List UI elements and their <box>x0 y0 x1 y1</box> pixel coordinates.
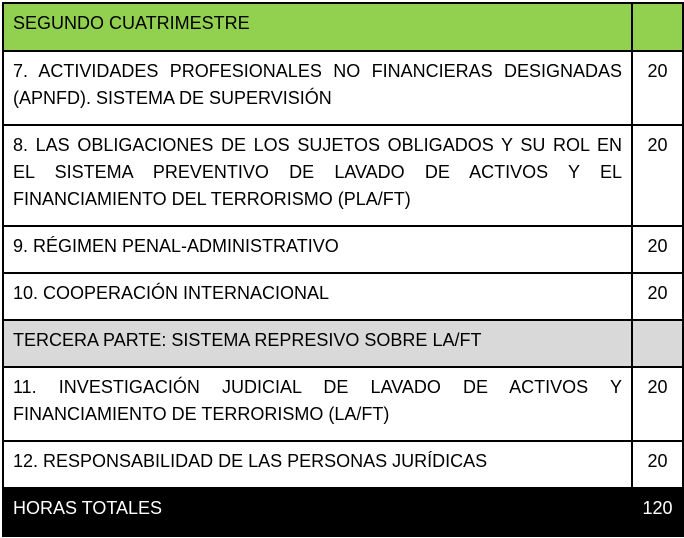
table-row <box>3 226 683 273</box>
topic-cell: 11. INVESTIGACIÓN JUDICIAL DE LAVADO DE ACTIVOS Y FINANCIAMIENTO DE TERRORISMO (LA/FT) <box>3 367 632 441</box>
section-row-segundo-cuatrimestre <box>3 3 683 51</box>
section-hours <box>632 3 683 51</box>
topic-cell: 10. COOPERACIÓN INTERNACIONAL <box>3 273 632 320</box>
hours-cell: 20 <box>632 51 683 125</box>
table-row <box>3 51 683 125</box>
total-hours: 120 <box>632 488 683 536</box>
part-hours <box>632 320 683 367</box>
table-row <box>3 125 683 226</box>
hours-cell: 20 <box>632 441 683 488</box>
hours-cell: 20 <box>632 125 683 226</box>
total-label: HORAS TOTALES <box>3 488 632 536</box>
hours-cell: 20 <box>632 367 683 441</box>
total-row <box>3 488 683 536</box>
table-row <box>3 367 683 441</box>
topic-cell: 12. RESPONSABILIDAD DE LAS PERSONAS JURÍDICAS <box>3 441 632 488</box>
hours-cell: 20 <box>632 273 683 320</box>
topic-cell: 7. ACTIVIDADES PROFESIONALES NO FINANCIERAS DESIGNADAS (APNFD). SISTEMA DE SUPERVISIÓN <box>3 51 632 125</box>
topic-cell: 8. LAS OBLIGACIONES DE LOS SUJETOS OBLIGADOS Y SU ROL EN EL SISTEMA PREVENTIVO DE LAVADO DE ACTIVOS Y EL FINANCIAMIENTO DEL TERRORISMO (PLA/FT) <box>3 125 632 226</box>
section-title: SEGUNDO CUATRIMESTRE <box>3 3 632 51</box>
table-row <box>3 273 683 320</box>
hours-cell: 20 <box>632 226 683 273</box>
part-title: TERCERA PARTE: SISTEMA REPRESIVO SOBRE LA/FT <box>3 320 632 367</box>
table-row <box>3 441 683 488</box>
syllabus-table <box>2 2 684 537</box>
part-row-tercera-parte <box>3 320 683 367</box>
topic-cell: 9. RÉGIMEN PENAL-ADMINISTRATIVO <box>3 226 632 273</box>
